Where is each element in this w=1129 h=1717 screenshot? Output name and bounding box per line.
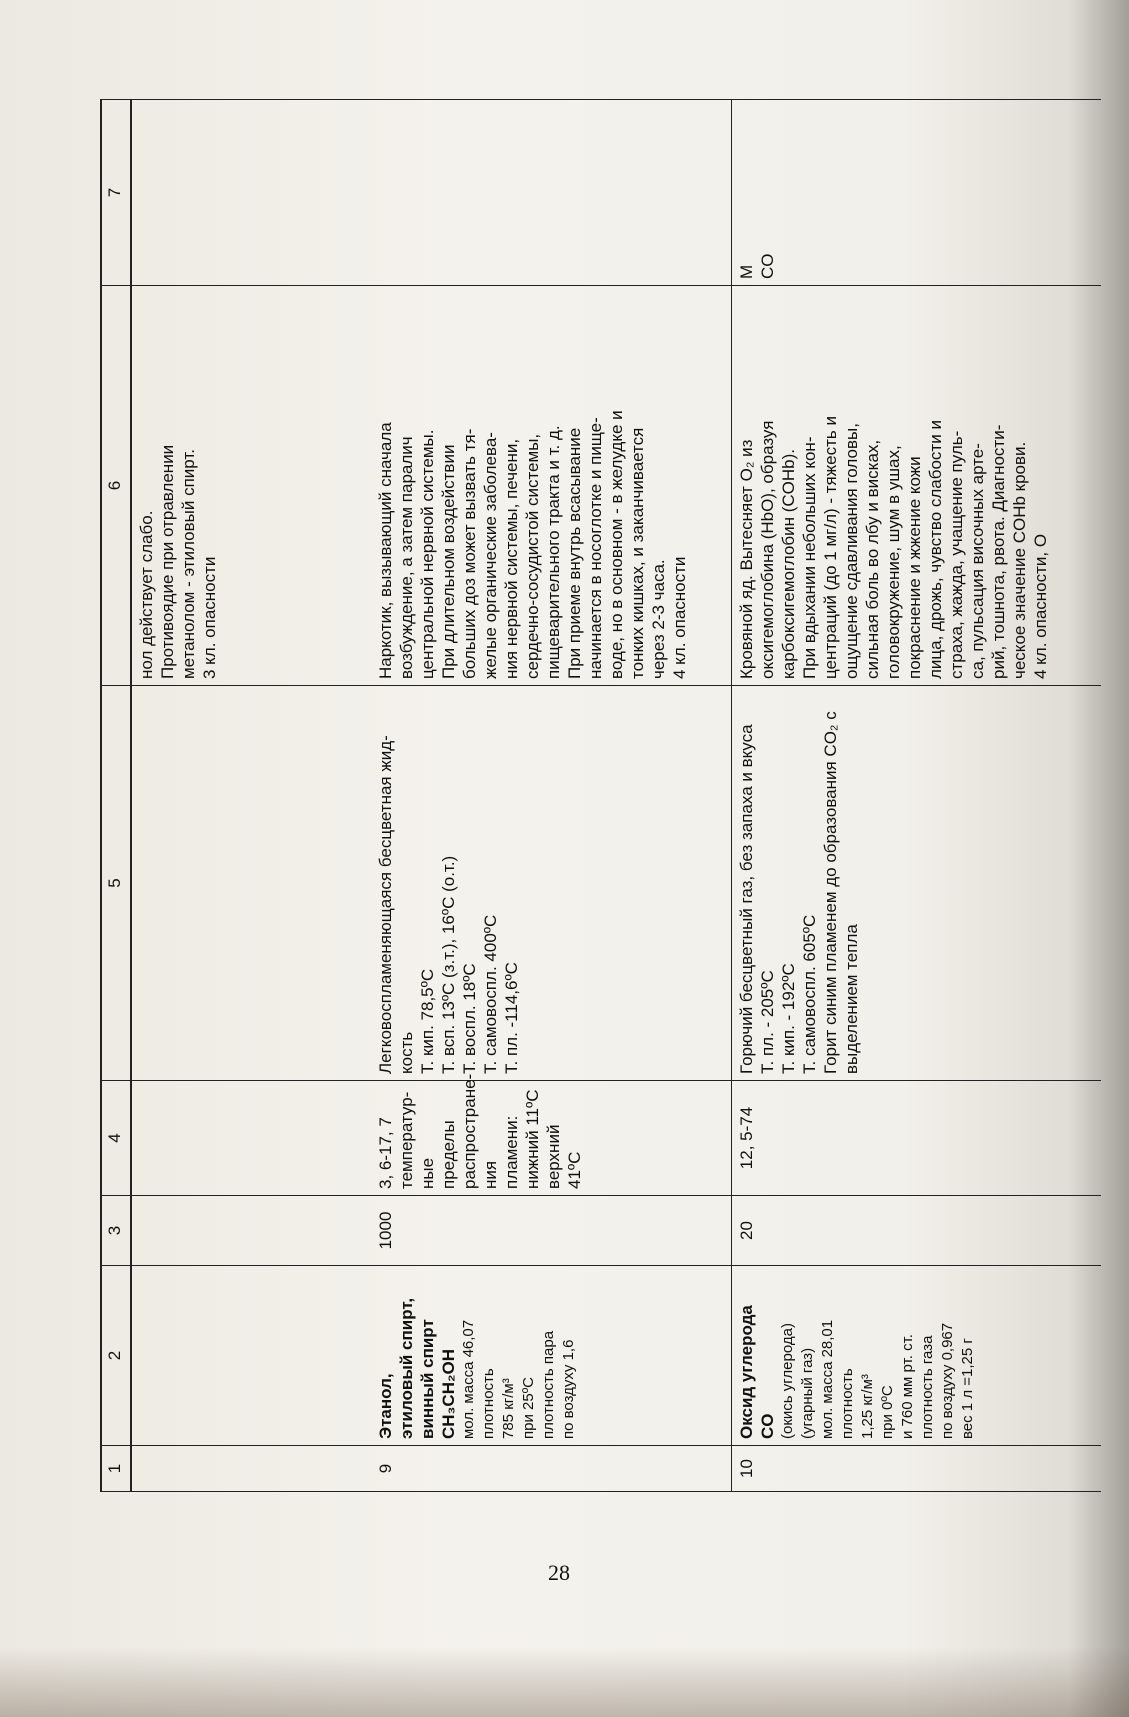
row2-substance-props-line: мол. масса 28,01 bbox=[818, 1319, 836, 1439]
row0-col6-line: 3 кл. опасности bbox=[200, 556, 219, 679]
row2-substance-props-line: плотность bbox=[838, 1368, 856, 1439]
row1-substance-name-line: винный спирт bbox=[418, 1319, 437, 1439]
row2-col7 bbox=[731, 100, 1101, 286]
row2-number: 10 bbox=[731, 1446, 1101, 1492]
header-col-7: 7 bbox=[101, 100, 131, 286]
row1-col6-line: При длительном воздействии bbox=[439, 444, 458, 679]
row2-col6-line: ощущение сдавливания головы, bbox=[841, 423, 861, 679]
row2-col3: 20 bbox=[731, 1196, 1101, 1266]
row2-col5-line: выделением тепла bbox=[841, 924, 861, 1074]
row2-col6-line: сильная боль во лбу и висках, bbox=[862, 439, 882, 679]
row2-col6-line: лица, дрожь, чувство слабости и bbox=[925, 420, 945, 679]
row2-col6-line: 4 кл. опасности, О bbox=[1030, 533, 1050, 679]
row2-substance-props-line: 1,25 кг/м³ bbox=[858, 1374, 876, 1439]
row2-substance-name-line: CO bbox=[757, 1413, 777, 1439]
row1-substance-props-line: при 25ºС bbox=[520, 1376, 537, 1439]
row1-col5-line: Легковоспламеняющаяся бесцветная жид- bbox=[376, 735, 395, 1074]
row1-col6-line: ния нервной системы, печени, bbox=[502, 438, 521, 679]
row1-col5 bbox=[371, 686, 731, 1081]
row0-col5 bbox=[131, 686, 371, 1081]
row2-col4 bbox=[731, 1081, 1101, 1196]
row2-col6-line: Кровяной яд. Вытесняет O₂ из bbox=[736, 439, 756, 679]
row2-substance-props-line: вес 1 л =1,25 г bbox=[958, 1338, 976, 1439]
row0-col6-line: Противоядие при отравлении bbox=[158, 444, 177, 679]
row1-col6-line: 4 кл. опасности bbox=[670, 556, 689, 679]
row2-col7-line: CO bbox=[757, 253, 777, 279]
header-col-1: 1 bbox=[101, 1446, 131, 1492]
table-row-carbon-monoxide bbox=[731, 100, 1101, 1492]
row1-col5-line: Т. пл. -114,6ºС bbox=[502, 962, 521, 1074]
row1-col6 bbox=[371, 286, 731, 686]
row1-col6-line: тонких кишках, и заканчивается bbox=[628, 427, 647, 679]
header-col-5: 5 bbox=[101, 686, 131, 1081]
page-number: 28 bbox=[548, 1560, 570, 1585]
hazard-substances-table bbox=[100, 99, 1101, 1492]
row1-col5-line: Т. кип. 78,5ºС bbox=[418, 968, 437, 1074]
row1-col6-line: сердечно-сосудистой системы, bbox=[523, 433, 542, 679]
row2-col6-line: са, пульсация височных арте- bbox=[967, 443, 987, 679]
row2-col7-line: М bbox=[736, 264, 756, 279]
table-header-row bbox=[101, 100, 131, 1492]
header-col-3: 3 bbox=[101, 1196, 131, 1266]
row1-col4-line: температур- bbox=[397, 1091, 416, 1189]
row2-col6-line: страха, жажда, учащение пуль- bbox=[946, 430, 966, 679]
row2-col5-line: Т. пл. - 205ºС bbox=[757, 970, 777, 1074]
row1-col4 bbox=[371, 1073, 731, 1196]
row1-col6-line: воде, но в основном - в желудке и bbox=[607, 410, 626, 679]
row1-substance-props-line: 785 кг/м³ bbox=[500, 1378, 517, 1439]
row1-col4-line: верхний 41ºС bbox=[544, 1124, 584, 1189]
row1-col6-line: центральной нервной системы. bbox=[418, 429, 437, 679]
row1-col6-line: больших доз может вызвать тя- bbox=[460, 428, 479, 679]
row0-col3 bbox=[131, 1196, 371, 1266]
row2-col6-line: оксигемоглобина (HbO), образуя bbox=[757, 420, 777, 679]
row2-col4-line: 12, 5-74 bbox=[736, 1106, 756, 1170]
row1-col6-line: желые органические заболева- bbox=[481, 432, 500, 679]
row1-col5-line: Т. самовоспл. 400ºС bbox=[481, 914, 500, 1074]
row1-substance-props-line: плотность пара bbox=[540, 1330, 557, 1439]
row1-col6-line: пищеварительного тракта и т. д. bbox=[544, 425, 563, 679]
row0-col6-line: нол действует слабо. bbox=[137, 510, 156, 679]
rotated-table-container bbox=[100, 100, 1110, 1492]
row2-substance-props-line: по воздуху 0,967 bbox=[938, 1322, 956, 1439]
table-row-continued bbox=[131, 100, 371, 1492]
row2-col6-line: покраснение и жжение кожи bbox=[904, 456, 924, 679]
row1-col6-line: начинается в носоглотке и пище- bbox=[586, 417, 605, 679]
row2-col6-line: рий, тошнота, рвота. Диагности- bbox=[988, 424, 1008, 679]
header-col-2: 2 bbox=[101, 1266, 131, 1446]
row2-col5-line: Горючий бесцветный газ, без запаха и вкуса bbox=[736, 724, 756, 1074]
row2-substance-props-line: при 0ºС bbox=[878, 1385, 896, 1439]
row1-substance-props-line: плотность bbox=[480, 1368, 497, 1439]
row1-substance-name-line: этиловый спирт, bbox=[397, 1297, 416, 1439]
row1-col5-line: кость bbox=[397, 1031, 416, 1074]
row2-col5 bbox=[731, 686, 1101, 1081]
row2-col6-line: головокружение, шум в ушах, bbox=[883, 445, 903, 679]
row2-substance-props bbox=[778, 1272, 978, 1439]
row1-substance-props-line: мол. масса 46,07 bbox=[460, 1319, 477, 1439]
row1-col6-line: Наркотик, вызывающий сначала bbox=[376, 422, 395, 679]
row1-col4-line: ния пламени: bbox=[481, 1115, 521, 1189]
row0-col1 bbox=[131, 1446, 371, 1492]
row2-substance-props-line: (окись углерода) bbox=[778, 1323, 796, 1439]
row2-col6 bbox=[731, 286, 1101, 686]
row2-col6-line: При вдыхании небольших кон- bbox=[799, 436, 819, 679]
row1-substance-props bbox=[459, 1272, 579, 1439]
row1-col5-line: Т. воспл. 18ºС bbox=[460, 963, 479, 1074]
row2-substance bbox=[731, 1266, 1101, 1446]
row1-substance-name-line: Этанол, bbox=[376, 1373, 395, 1439]
row2-substance-props-line: и 760 мм рт. ст. bbox=[898, 1334, 916, 1439]
row2-col6-line: карбоксигемоглобин (COHb). bbox=[778, 449, 798, 679]
row1-col6-line: через 2-3 часа. bbox=[649, 559, 668, 679]
row1-col5-line: Т. всп. 13ºС (з.т.), 16ºС (о.т.) bbox=[439, 855, 458, 1074]
row0-col2 bbox=[131, 1266, 371, 1446]
row2-col6-line: ческое значение COHb крови. bbox=[1009, 441, 1029, 679]
row1-col3: 1000 bbox=[371, 1196, 731, 1266]
row1-col6-line: При приеме внутрь всасывание bbox=[565, 427, 584, 679]
header-col-6: 6 bbox=[101, 286, 131, 686]
row1-col6-line: возбуждение, а затем паралич bbox=[397, 436, 416, 679]
row1-col4-line: ные пределы bbox=[418, 1120, 458, 1189]
row2-substance-name-line: Оксид углерода bbox=[736, 1305, 756, 1439]
row1-col4-line: 3, 6-17, 7 bbox=[376, 1117, 395, 1189]
row0-col6-line: метанолом - этиловый спирт. bbox=[179, 449, 198, 679]
header-col-4: 4 bbox=[101, 1081, 131, 1196]
row2-col6-line: центраций (до 1 мг/л) - тяжесть и bbox=[820, 416, 840, 679]
row0-col7 bbox=[131, 100, 371, 286]
page-bottom-shadow bbox=[0, 1647, 1129, 1717]
row2-col5-line: Т. самовоспл. 605ºС bbox=[799, 914, 819, 1074]
table-row-ethanol bbox=[371, 100, 731, 1492]
row0-col4 bbox=[131, 1081, 371, 1196]
row1-col7 bbox=[371, 100, 731, 286]
row1-substance bbox=[371, 1266, 731, 1446]
row2-substance-name bbox=[736, 1272, 778, 1439]
row1-substance-name bbox=[375, 1272, 459, 1439]
row2-col5-line: Т. кип. - 192ºС bbox=[778, 963, 798, 1074]
row1-substance-props-line: по воздуху 1,6 bbox=[560, 1339, 577, 1439]
row1-number: 9 bbox=[371, 1446, 731, 1492]
row1-col4-line: распростране- bbox=[460, 1073, 479, 1189]
row2-col5-line: Горит синим пламенем до образования CO₂ с bbox=[820, 711, 840, 1074]
row1-substance-name-line: CH₃CH₂OH bbox=[439, 1348, 458, 1439]
row2-substance-props-line: (угарный газ) bbox=[798, 1347, 816, 1439]
row1-col4-line: нижний 11ºС bbox=[523, 1089, 542, 1189]
row2-substance-props-line: плотность газа bbox=[918, 1335, 936, 1439]
row0-col6 bbox=[131, 286, 371, 686]
